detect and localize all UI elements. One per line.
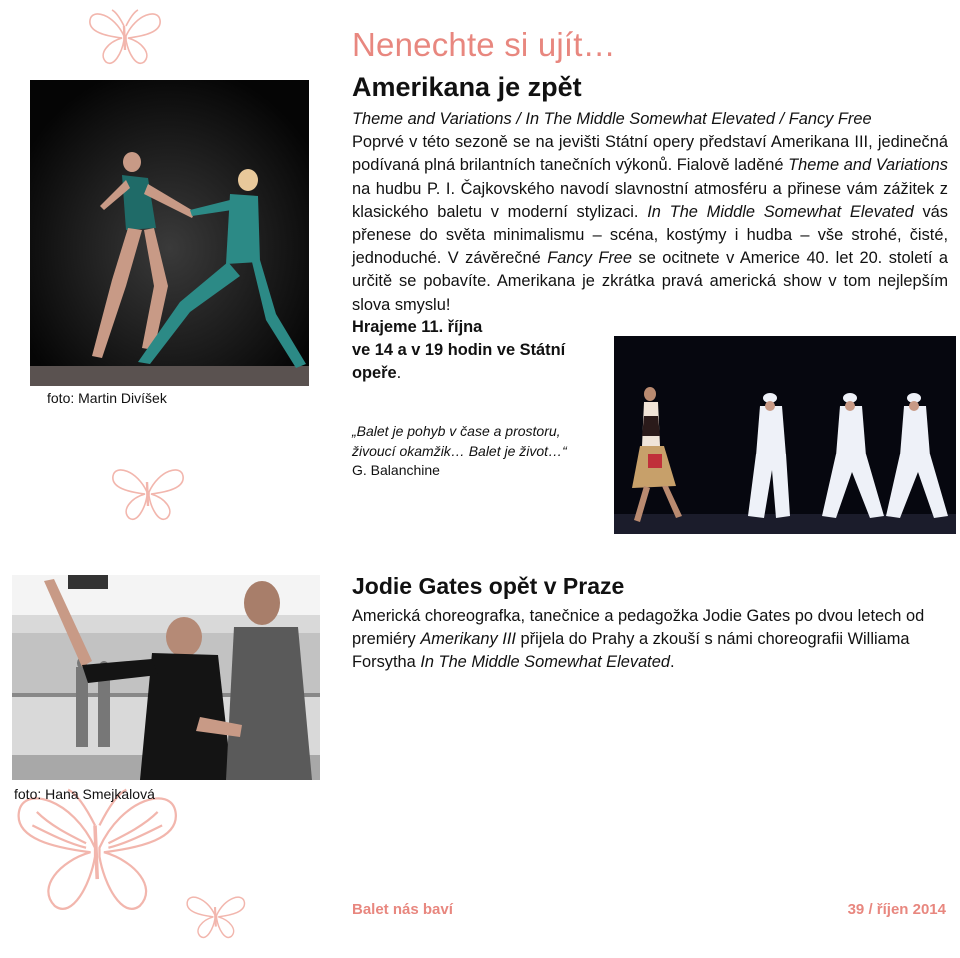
text-run: Americká choreografka, tanečnice a pedagožka Jodie Gates po dvou letech od premiéry xyxy=(352,607,925,649)
schedule-line: ve 14 a v 19 hodin ve Státní xyxy=(352,341,566,360)
section-kicker: Nenechte si ujít… xyxy=(352,26,616,63)
text-run: . xyxy=(669,653,675,672)
footer-publication: Balet nás baví xyxy=(352,901,453,918)
performance-schedule xyxy=(352,316,565,386)
butterfly-decoration-middle xyxy=(108,462,186,524)
quote-line: živoucí okamžik… Balet je život…“ xyxy=(352,442,567,459)
text-run: přijela do Prahy a zkouší s námi choreografii Williama Forsytha xyxy=(352,630,910,672)
schedule-venue: opeře xyxy=(352,364,397,383)
sailors-photo xyxy=(614,336,956,534)
balanchine-quote xyxy=(352,422,567,461)
dancers-photo xyxy=(30,80,309,386)
text-run: Poprvé v této sezoně se na jevišti Státní opery představí Amerikana III, jedinečná podívaná plná brilantních tanečních výkonů. Fialově laděné xyxy=(352,133,948,175)
article-subtitle: Theme and Variations / In The Middle Somewhat Elevated / Fancy Free xyxy=(352,110,872,128)
article-title: Amerikana je zpět xyxy=(352,72,582,102)
schedule-dot: . xyxy=(396,364,402,383)
photo1-caption: foto: Martin Divíšek xyxy=(47,390,167,406)
article-body xyxy=(352,108,948,317)
schedule-line xyxy=(352,362,565,385)
article-paragraph xyxy=(352,131,948,317)
text-run: na hudbu P. I. Čajkovského navodí slavnostní atmosféru a přinese vám zážitek z klasického baletu v moderní stylizaci. xyxy=(352,179,948,221)
ballet-title: Theme and Variations xyxy=(788,156,948,175)
article2-body xyxy=(352,605,952,675)
text-run: vás přenese do světa minimalismu – scéna, kostýmy i hudba – vše strohé, čisté, jednoduché. V závěrečné xyxy=(352,202,948,268)
ballet-title: In The Middle Somewhat Elevated xyxy=(647,202,914,221)
text-run: se ocitnete v Americe 40. let 20. století a určitě se pobavíte. Amerikana je zkrátka pravá americká show v tom nejlepším slova smyslu! xyxy=(352,249,948,314)
schedule-line: Hrajeme 11. října xyxy=(352,318,483,336)
footer-page-number: 39 / říjen 2014 xyxy=(847,901,946,918)
photo3-caption: foto: Hana Smejkalová xyxy=(14,786,155,802)
rehearsal-photo xyxy=(12,575,320,780)
ballet-title: In The Middle Somewhat Elevated xyxy=(420,653,670,672)
butterfly-decoration-small xyxy=(184,890,246,942)
ballet-title: Fancy Free xyxy=(547,249,633,268)
ballet-title: Amerikany III xyxy=(420,630,516,649)
article2-title: Jodie Gates opět v Praze xyxy=(352,573,625,599)
butterfly-decoration-top xyxy=(86,6,162,68)
quote-line: „Balet je pohyb v čase a prostoru, xyxy=(352,423,561,439)
quote-author: G. Balanchine xyxy=(352,462,440,478)
